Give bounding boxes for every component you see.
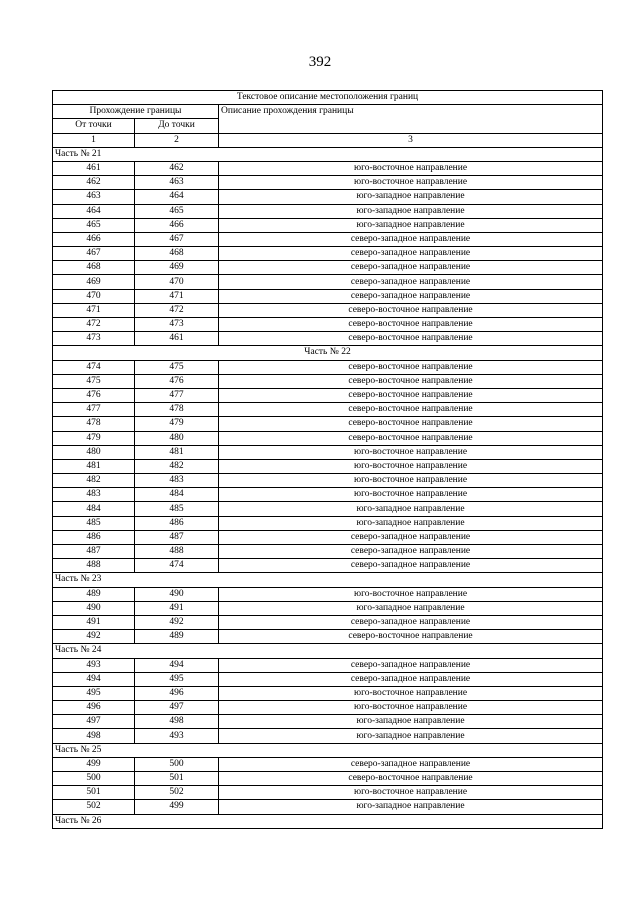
table-row — [53, 218, 603, 232]
direction-cell: северо-западное направление — [219, 672, 603, 686]
direction-cell: северо-восточное направление — [219, 417, 603, 431]
table-row — [53, 516, 603, 530]
from-point-cell: 477 — [53, 403, 135, 417]
direction-cell: юго-восточное направление — [219, 445, 603, 459]
from-point-cell: 484 — [53, 502, 135, 516]
from-point-cell: 479 — [53, 431, 135, 445]
to-point-cell: 485 — [135, 502, 219, 516]
to-point-cell: 494 — [135, 658, 219, 672]
table-row — [53, 502, 603, 516]
from-point-cell: 501 — [53, 786, 135, 800]
table-row — [53, 431, 603, 445]
to-point-cell: 498 — [135, 715, 219, 729]
from-point-cell: 469 — [53, 275, 135, 289]
to-point-cell: 469 — [135, 261, 219, 275]
to-point-cell: 470 — [135, 275, 219, 289]
from-point-cell: 487 — [53, 545, 135, 559]
from-point-cell: 480 — [53, 445, 135, 459]
from-point-cell: 470 — [53, 289, 135, 303]
from-point-cell: 474 — [53, 360, 135, 374]
from-point-cell: 496 — [53, 701, 135, 715]
table-row — [53, 686, 603, 700]
to-point-cell: 472 — [135, 303, 219, 317]
part-label: Часть № 26 — [53, 814, 603, 828]
from-point-cell: 486 — [53, 530, 135, 544]
direction-cell: юго-восточное направление — [219, 786, 603, 800]
direction-cell: юго-западное направление — [219, 204, 603, 218]
table-title: Текстовое описание местоположения границ — [53, 91, 603, 105]
part-label: Часть № 24 — [53, 644, 603, 658]
from-point-cell: 463 — [53, 190, 135, 204]
direction-cell: юго-западное направление — [219, 601, 603, 615]
from-point-cell: 498 — [53, 729, 135, 743]
part-label: Часть № 21 — [53, 147, 603, 161]
table-row — [53, 715, 603, 729]
part-label: Часть № 25 — [53, 743, 603, 757]
direction-cell: юго-восточное направление — [219, 488, 603, 502]
from-point-cell: 489 — [53, 587, 135, 601]
to-point-cell: 493 — [135, 729, 219, 743]
to-point-cell: 497 — [135, 701, 219, 715]
from-point-cell: 464 — [53, 204, 135, 218]
table-row — [53, 388, 603, 402]
from-point-cell: 491 — [53, 615, 135, 629]
part-header-row — [53, 147, 603, 161]
direction-cell: северо-западное направление — [219, 232, 603, 246]
to-point-cell: 487 — [135, 530, 219, 544]
to-point-cell: 475 — [135, 360, 219, 374]
boundary-description-table — [52, 90, 603, 829]
from-point-cell: 482 — [53, 474, 135, 488]
to-point-cell: 468 — [135, 247, 219, 261]
table-row — [53, 190, 603, 204]
table-row — [53, 701, 603, 715]
direction-cell: северо-западное направление — [219, 275, 603, 289]
direction-cell: северо-восточное направление — [219, 403, 603, 417]
to-point-cell: 499 — [135, 800, 219, 814]
to-point-cell: 476 — [135, 374, 219, 388]
from-point-cell: 483 — [53, 488, 135, 502]
to-point-cell: 502 — [135, 786, 219, 800]
from-point-cell: 478 — [53, 417, 135, 431]
from-point-cell: 495 — [53, 686, 135, 700]
to-point-cell: 486 — [135, 516, 219, 530]
part-label: Часть № 23 — [53, 573, 603, 587]
direction-cell: северо-западное направление — [219, 247, 603, 261]
table-row — [53, 530, 603, 544]
from-point-cell: 494 — [53, 672, 135, 686]
to-point-cell: 491 — [135, 601, 219, 615]
direction-cell: северо-восточное направление — [219, 374, 603, 388]
table-row — [53, 474, 603, 488]
from-point-cell: 473 — [53, 332, 135, 346]
from-point-cell: 462 — [53, 176, 135, 190]
to-point-cell: 471 — [135, 289, 219, 303]
to-point-cell: 466 — [135, 218, 219, 232]
from-point-cell: 490 — [53, 601, 135, 615]
page-number: 392 — [308, 54, 332, 70]
from-point-cell: 497 — [53, 715, 135, 729]
column-number-2: 2 — [135, 133, 219, 147]
direction-cell: северо-восточное направление — [219, 318, 603, 332]
direction-cell: северо-восточное направление — [219, 303, 603, 317]
from-point-cell: 493 — [53, 658, 135, 672]
part-label: Часть № 22 — [53, 346, 603, 360]
to-point-cell: 478 — [135, 403, 219, 417]
column-number-1: 1 — [53, 133, 135, 147]
direction-cell: юго-восточное направление — [219, 161, 603, 175]
table-row — [53, 786, 603, 800]
direction-cell: северо-восточное направление — [219, 630, 603, 644]
direction-cell: юго-западное направление — [219, 516, 603, 530]
part-header-row — [53, 743, 603, 757]
table-row — [53, 261, 603, 275]
direction-cell: северо-западное направление — [219, 559, 603, 573]
to-point-cell: 480 — [135, 431, 219, 445]
to-point-cell: 490 — [135, 587, 219, 601]
direction-cell: юго-западное направление — [219, 800, 603, 814]
to-point-cell: 482 — [135, 459, 219, 473]
direction-cell: юго-западное направление — [219, 715, 603, 729]
to-point-cell: 492 — [135, 615, 219, 629]
direction-cell: юго-западное направление — [219, 218, 603, 232]
table-row — [53, 800, 603, 814]
direction-cell: юго-западное направление — [219, 502, 603, 516]
to-point-cell: 479 — [135, 417, 219, 431]
from-point-cell: 475 — [53, 374, 135, 388]
direction-cell: юго-восточное направление — [219, 701, 603, 715]
direction-cell: северо-западное направление — [219, 615, 603, 629]
table-row — [53, 757, 603, 771]
from-point-cell: 485 — [53, 516, 135, 530]
to-point-cell: 489 — [135, 630, 219, 644]
direction-cell: юго-восточное направление — [219, 474, 603, 488]
from-point-cell: 492 — [53, 630, 135, 644]
table-row — [53, 772, 603, 786]
from-point-cell: 499 — [53, 757, 135, 771]
table-row — [53, 360, 603, 374]
table-row — [53, 587, 603, 601]
table-row — [53, 630, 603, 644]
direction-cell: северо-западное направление — [219, 658, 603, 672]
table-row — [53, 247, 603, 261]
to-point-cell: 474 — [135, 559, 219, 573]
table-row — [53, 488, 603, 502]
from-point-cell: 465 — [53, 218, 135, 232]
to-point-cell: 473 — [135, 318, 219, 332]
to-point-cell: 500 — [135, 757, 219, 771]
to-point-cell: 481 — [135, 445, 219, 459]
from-point-cell: 500 — [53, 772, 135, 786]
from-point-cell: 466 — [53, 232, 135, 246]
from-point-cell: 472 — [53, 318, 135, 332]
header-from: От точки — [53, 119, 135, 133]
from-point-cell: 468 — [53, 261, 135, 275]
from-point-cell: 481 — [53, 459, 135, 473]
table-row — [53, 232, 603, 246]
to-point-cell: 467 — [135, 232, 219, 246]
table-row — [53, 459, 603, 473]
table-row — [53, 275, 603, 289]
table-row — [53, 672, 603, 686]
to-point-cell: 495 — [135, 672, 219, 686]
from-point-cell: 488 — [53, 559, 135, 573]
to-point-cell: 464 — [135, 190, 219, 204]
direction-cell: юго-западное направление — [219, 729, 603, 743]
direction-cell: юго-восточное направление — [219, 176, 603, 190]
direction-cell: северо-западное направление — [219, 545, 603, 559]
table-row — [53, 303, 603, 317]
to-point-cell: 501 — [135, 772, 219, 786]
to-point-cell: 496 — [135, 686, 219, 700]
header-row-1 — [53, 105, 603, 119]
table-row — [53, 545, 603, 559]
from-point-cell: 476 — [53, 388, 135, 402]
part-header-row — [53, 814, 603, 828]
table-row — [53, 332, 603, 346]
part-header-row — [53, 346, 603, 360]
direction-cell: северо-восточное направление — [219, 431, 603, 445]
from-point-cell: 461 — [53, 161, 135, 175]
to-point-cell: 462 — [135, 161, 219, 175]
part-header-row — [53, 573, 603, 587]
header-description: Описание прохождения границы — [219, 105, 603, 133]
from-point-cell: 471 — [53, 303, 135, 317]
table-row — [53, 318, 603, 332]
table-row — [53, 403, 603, 417]
table-row — [53, 161, 603, 175]
direction-cell: северо-западное направление — [219, 289, 603, 303]
direction-cell: юго-западное направление — [219, 190, 603, 204]
direction-cell: северо-западное направление — [219, 261, 603, 275]
header-passage: Прохождение границы — [53, 105, 219, 119]
direction-cell: северо-западное направление — [219, 530, 603, 544]
to-point-cell: 463 — [135, 176, 219, 190]
table-row — [53, 729, 603, 743]
table-row — [53, 615, 603, 629]
direction-cell: юго-восточное направление — [219, 587, 603, 601]
table-row — [53, 601, 603, 615]
part-header-row — [53, 644, 603, 658]
table-row — [53, 374, 603, 388]
table-row — [53, 204, 603, 218]
to-point-cell: 483 — [135, 474, 219, 488]
column-number-3: 3 — [219, 133, 603, 147]
to-point-cell: 477 — [135, 388, 219, 402]
header-to: До точки — [135, 119, 219, 133]
table-row — [53, 417, 603, 431]
direction-cell: северо-восточное направление — [219, 772, 603, 786]
from-point-cell: 502 — [53, 800, 135, 814]
direction-cell: северо-западное направление — [219, 757, 603, 771]
to-point-cell: 484 — [135, 488, 219, 502]
table-row — [53, 658, 603, 672]
table-title-row — [53, 91, 603, 105]
direction-cell: юго-восточное направление — [219, 686, 603, 700]
table-row — [53, 445, 603, 459]
to-point-cell: 488 — [135, 545, 219, 559]
table-row — [53, 176, 603, 190]
direction-cell: северо-восточное направление — [219, 388, 603, 402]
from-point-cell: 467 — [53, 247, 135, 261]
column-number-row — [53, 133, 603, 147]
to-point-cell: 465 — [135, 204, 219, 218]
to-point-cell: 461 — [135, 332, 219, 346]
table-row — [53, 559, 603, 573]
direction-cell: юго-восточное направление — [219, 459, 603, 473]
direction-cell: северо-восточное направление — [219, 360, 603, 374]
direction-cell: северо-восточное направление — [219, 332, 603, 346]
table-row — [53, 289, 603, 303]
